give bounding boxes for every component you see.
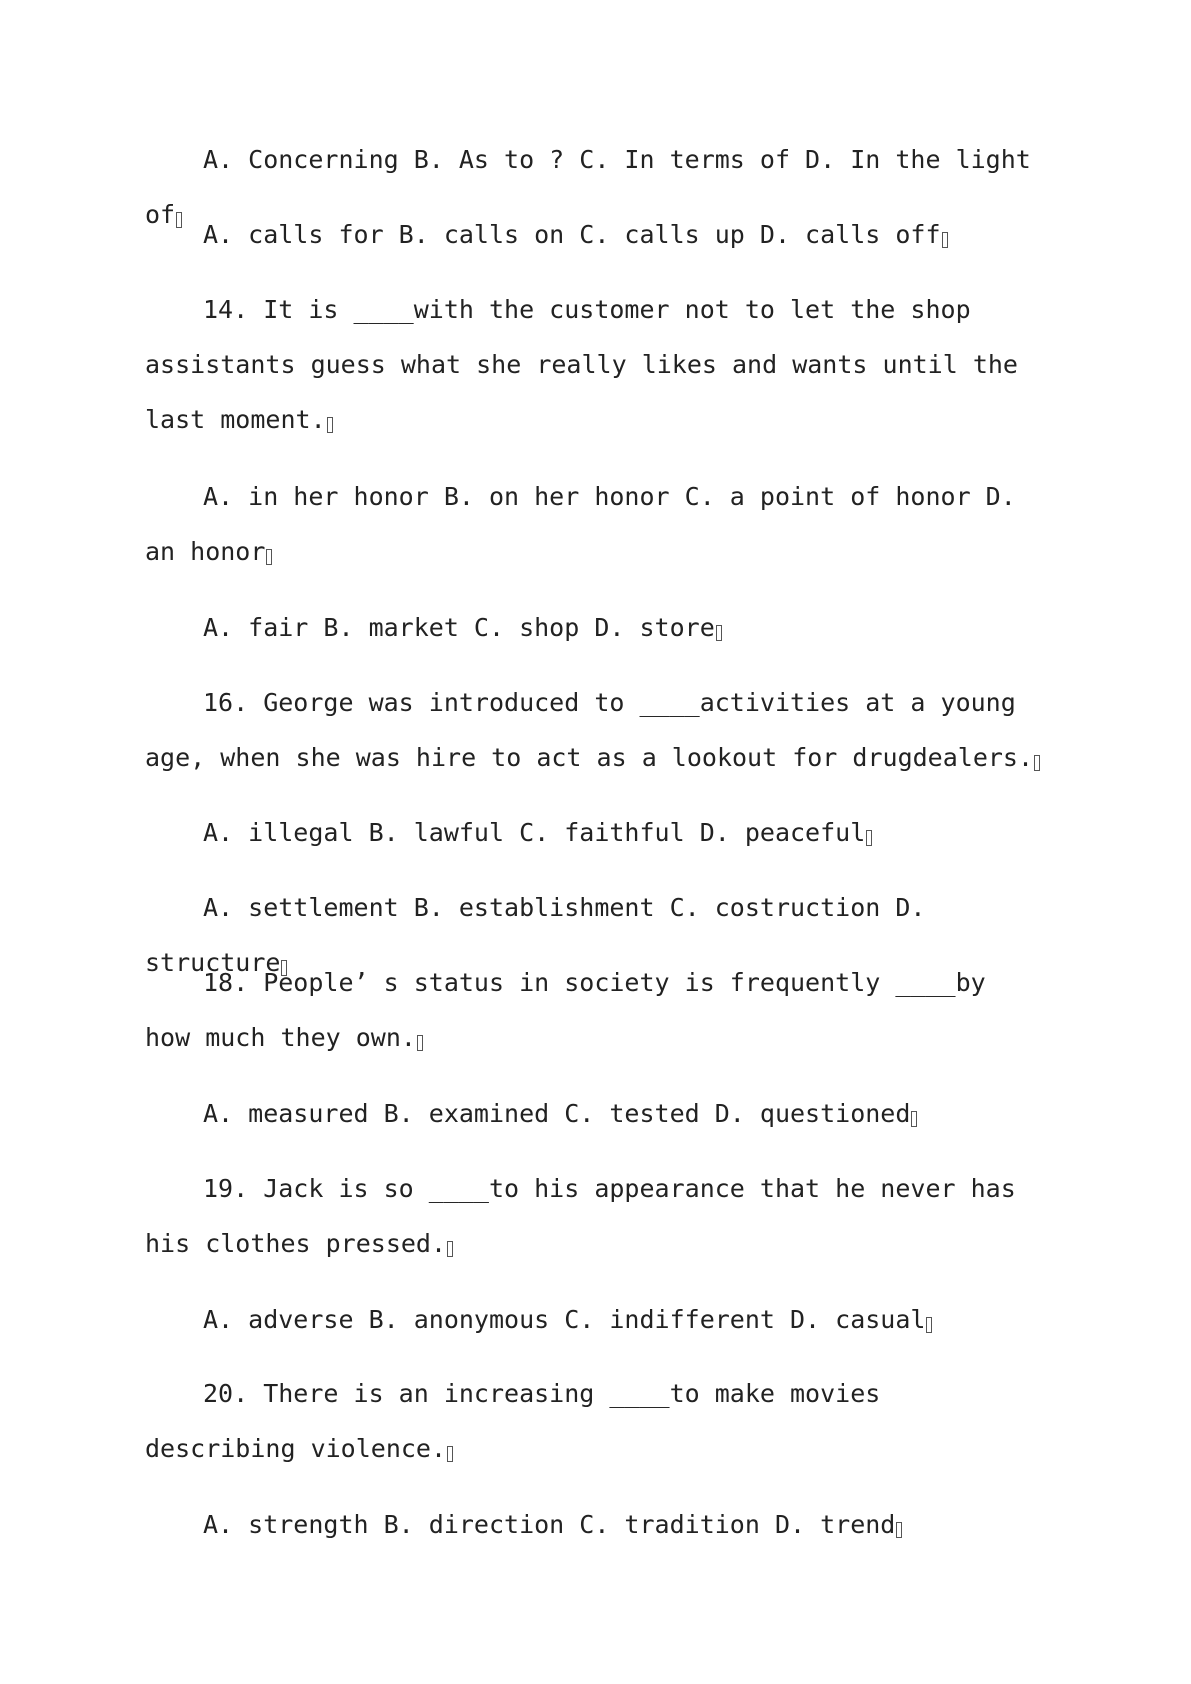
paragraph-end-mark — [866, 830, 872, 846]
paragraph-text: A. strength B. direction C. tradition D. trend — [203, 1510, 896, 1539]
answer-options-line — [145, 469, 1045, 579]
paragraph-end-mark — [327, 417, 333, 433]
paragraph-text: A. measured B. examined C. tested D. questioned — [203, 1099, 911, 1128]
paragraph-text: 18. People’ s status in society is frequently ____by how much they own. — [145, 968, 986, 1052]
question-16 — [145, 675, 1045, 785]
paragraph-end-mark — [447, 1446, 453, 1462]
paragraph-end-mark — [926, 1317, 932, 1333]
paragraph-end-mark — [896, 1522, 902, 1538]
answer-options-line — [145, 805, 1045, 860]
paragraph-text: A. in her honor B. on her honor C. a point of honor D. an honor — [145, 482, 1016, 566]
paragraph-text: 19. Jack is so ____to his appearance that he never has his clothes pressed. — [145, 1174, 1016, 1258]
paragraph-text: A. settlement B. establishment C. costruction D. structure — [145, 893, 926, 977]
paragraph-end-mark — [942, 232, 948, 248]
answer-options-line — [145, 1292, 1045, 1347]
paragraph-end-mark — [911, 1111, 917, 1127]
question-19 — [145, 1161, 1045, 1271]
paragraph-end-mark — [417, 1035, 423, 1051]
paragraph-text: A. Concerning B. As to ? C. In terms of D. In the light of — [145, 145, 1031, 229]
paragraph-end-mark — [447, 1241, 453, 1257]
paragraph-text: 14. It is ____with the customer not to let the shop assistants guess what she really likes and wants until the last moment. — [145, 295, 1018, 434]
paragraph-text: A. adverse B. anonymous C. indifferent D. casual — [203, 1305, 926, 1334]
question-20 — [145, 1366, 1045, 1476]
question-14 — [145, 282, 1045, 447]
paragraph-end-mark — [716, 625, 722, 641]
paragraph-text: A. calls for B. calls on C. calls up D. calls off — [203, 220, 941, 249]
answer-options-line — [145, 1497, 1045, 1552]
paragraph-end-mark — [1034, 755, 1040, 771]
answer-options-line — [145, 207, 1045, 262]
question-18 — [145, 955, 1045, 1065]
paragraph-end-mark — [266, 549, 272, 565]
answer-options-line — [145, 1086, 1045, 1141]
paragraph-text: A. illegal B. lawful C. faithful D. peaceful — [203, 818, 866, 847]
paragraph-text: A. fair B. market C. shop D. store — [203, 613, 715, 642]
answer-options-line — [145, 600, 1045, 655]
paragraph-text: 16. George was introduced to ____activities at a young age, when she was hire to act as a lookout for drugdealers. — [145, 688, 1034, 772]
paragraph-text: 20. There is an increasing ____to make movies describing violence. — [145, 1379, 881, 1463]
